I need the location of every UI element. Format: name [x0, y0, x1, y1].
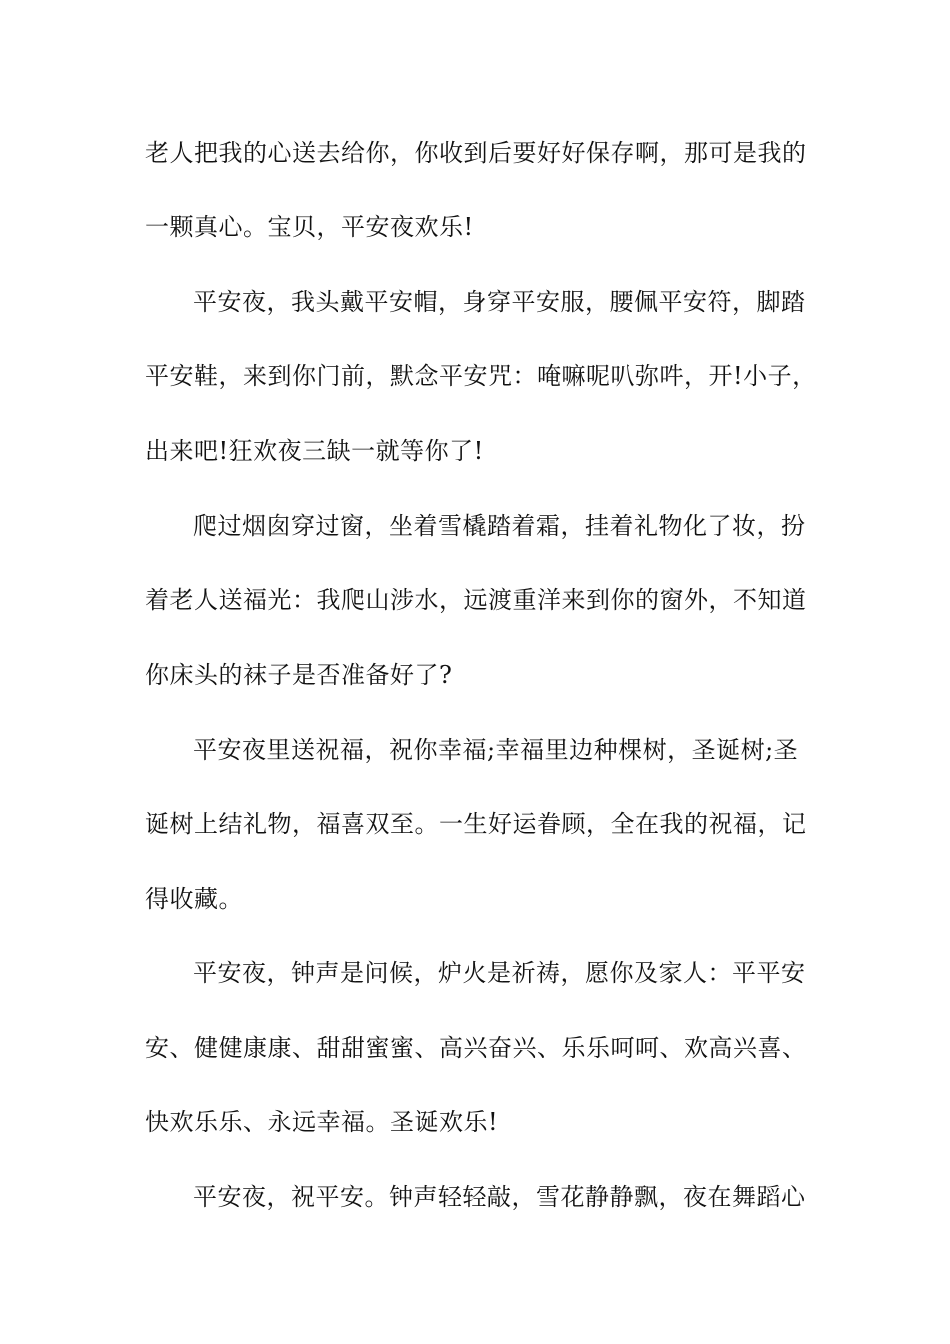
text-line: 老人把我的心送去给你，你收到后要好好保存啊，那可是我的 — [145, 139, 807, 167]
text-line: 平安鞋，来到你门前，默念平安咒：唵嘛呢叭弥吽，开!小子， — [145, 362, 817, 390]
paragraph-first-line: 平安夜，祝平安。钟声轻轻敲，雪花静静飘，夜在舞蹈心 — [193, 1183, 806, 1211]
text-line: 着老人送福光：我爬山涉水，远渡重洋来到你的窗外，不知道 — [145, 586, 807, 614]
text-line: 安、健健康康、甜甜蜜蜜、高兴奋兴、乐乐呵呵、欢高兴喜、 — [145, 1034, 807, 1062]
text-line: 得收藏。 — [145, 885, 243, 913]
paragraph-first-line: 平安夜，钟声是问候，炉火是祈祷，愿你及家人：平平安 — [193, 959, 806, 987]
text-line: 出来吧!狂欢夜三缺一就等你了! — [145, 437, 484, 465]
text-line: 快欢乐乐、永远幸福。圣诞欢乐! — [145, 1108, 499, 1136]
paragraph-first-line: 平安夜里送祝福，祝你幸福;幸福里边种棵树，圣诞树;圣 — [193, 736, 799, 764]
text-line: 你床头的袜子是否准备好了? — [145, 661, 453, 689]
paragraph-first-line: 平安夜，我头戴平安帽，身穿平安服，腰佩平安符，脚踏 — [193, 288, 806, 316]
text-line: 诞树上结礼物，福喜双至。一生好运眷顾，全在我的祝福，记 — [145, 810, 807, 838]
paragraph-first-line: 爬过烟囱穿过窗，坐着雪橇踏着霜，挂着礼物化了妆，扮 — [193, 512, 806, 540]
text-line: 一颗真心。宝贝，平安夜欢乐! — [145, 213, 474, 241]
